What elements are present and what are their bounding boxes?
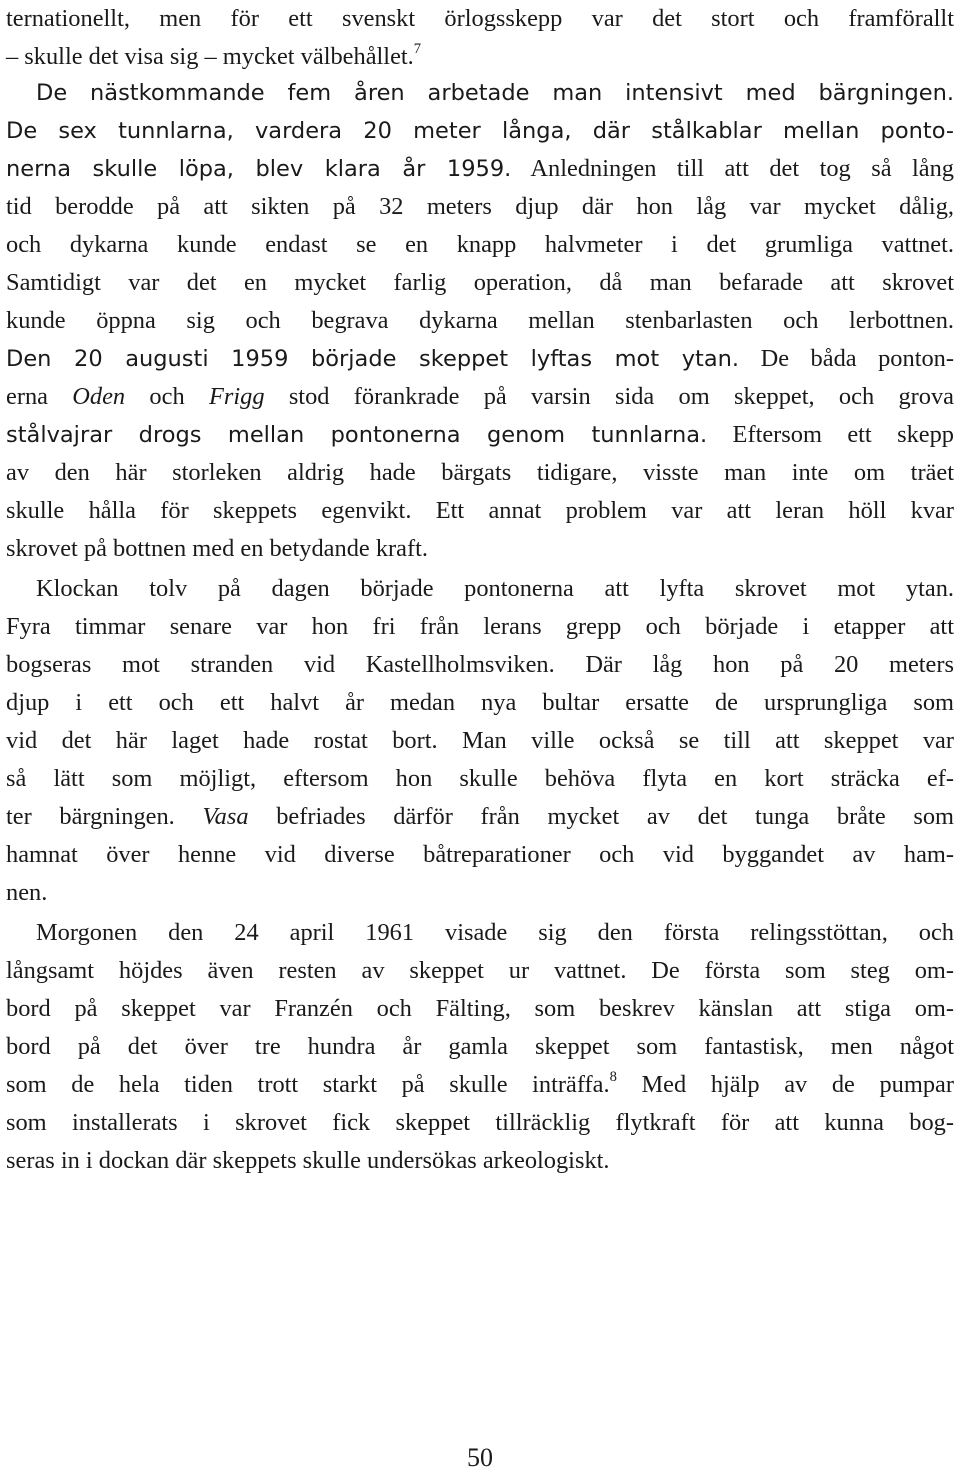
text-line <box>6 226 954 264</box>
text-span: Den 20 augusti 1959 började skeppet lyftas mot ytan. <box>6 346 740 372</box>
text-line <box>6 798 954 836</box>
text-line <box>6 38 954 76</box>
text-span: Anledningen till att det tog så lång <box>511 155 954 182</box>
text-span: som installerats i skrovet fick skeppet tillräcklig flytkraft för att kunna bog- <box>6 1109 954 1136</box>
text-line <box>6 874 954 912</box>
text-span: befriades därför från mycket av det tunga bråte som <box>248 803 954 830</box>
text-span: erna <box>6 383 73 410</box>
text-line <box>6 722 954 760</box>
text-line <box>6 378 954 416</box>
text-span: Morgonen den 24 april 1961 visade sig den första relingsstöttan, och <box>36 919 954 946</box>
text-line <box>6 836 954 874</box>
text-line <box>6 914 954 952</box>
text-line <box>6 646 954 684</box>
text-span: som de hela tiden trott starkt på skulle inträffa. <box>6 1071 610 1098</box>
ship-name-frigg: Frigg <box>208 383 265 410</box>
footnote-ref: 7 <box>413 41 422 58</box>
text-line <box>6 0 954 38</box>
text-span: vid det här laget hade rostat bort. Man ville också se till att skeppet var <box>6 727 954 754</box>
text-line <box>6 952 954 990</box>
page-number: 50 <box>467 1443 493 1472</box>
text-span: De båda ponton- <box>739 345 954 372</box>
text-line <box>6 760 954 798</box>
text-line <box>6 416 954 454</box>
text-span: bord på skeppet var Franzén och Fälting, som beskrev känslan att stiga om- <box>6 995 954 1022</box>
text-line <box>6 454 954 492</box>
text-span: ternationellt, men för ett svenskt örlogsskepp var det stort och framförallt <box>6 5 954 32</box>
text-line <box>6 684 954 722</box>
text-line <box>6 112 954 150</box>
text-line <box>6 570 954 608</box>
text-span: nen. <box>6 879 48 906</box>
text-span: De sex tunnlarna, vardera 20 meter långa, där stålkablar mellan ponto- <box>6 118 954 144</box>
text-line <box>6 1142 954 1180</box>
text-span: hamnat över henne vid diverse båtreparationer och vid byggandet av ham- <box>6 841 954 868</box>
text-span: stålvajrar drogs mellan pontonerna genom tunnlarna. <box>6 422 708 448</box>
ship-name-vasa: Vasa <box>202 803 249 830</box>
text-line <box>6 340 954 378</box>
text-line <box>6 608 954 646</box>
footnote-ref: 8 <box>609 1069 617 1086</box>
text-span: seras in i dockan där skeppets skulle undersökas arkeologiskt. <box>6 1147 610 1174</box>
text-span: nerna skulle löpa, blev klara år 1959. <box>6 156 512 182</box>
text-span: ter bärgningen. <box>6 803 203 830</box>
text-line <box>6 530 954 568</box>
text-line <box>6 188 954 226</box>
text-span: tid berodde på att sikten på 32 meters djup där hon låg var mycket dålig, <box>6 193 954 220</box>
text-span: djup i ett och ett halvt år medan nya bultar ersatte de ursprungliga som <box>6 689 954 716</box>
text-span: skrovet på bottnen med en betydande kraft. <box>6 535 428 562</box>
text-span: Med hjälp av de pumpar <box>616 1071 954 1098</box>
text-span: Klockan tolv på dagen började pontonerna att lyfta skrovet mot ytan. <box>36 575 954 602</box>
text-line <box>6 264 954 302</box>
text-line <box>6 150 954 188</box>
text-line <box>6 1028 954 1066</box>
text-line <box>6 990 954 1028</box>
text-span: så lätt som möjligt, eftersom hon skulle behöva flyta en kort sträcka ef- <box>6 765 954 792</box>
text-span: och dykarna kunde endast se en knapp halvmeter i det grumliga vattnet. <box>6 231 954 258</box>
text-line <box>6 302 954 340</box>
text-span: och <box>125 383 209 410</box>
text-line <box>6 1066 954 1104</box>
text-line <box>6 492 954 530</box>
text-span: skulle hålla för skeppets egenvikt. Ett annat problem var att leran höll kvar <box>6 497 954 524</box>
text-line <box>6 1104 954 1142</box>
text-span: – skulle det visa sig – mycket välbehållet. <box>6 43 414 70</box>
text-span: bogseras mot stranden vid Kastellholmsviken. Där låg hon på 20 meters <box>6 651 954 678</box>
text-span: kunde öppna sig och begrava dykarna mellan stenbarlasten och lerbottnen. <box>6 307 954 334</box>
text-span: bord på det över tre hundra år gamla skeppet som fantastisk, men något <box>6 1033 954 1060</box>
text-span: stod förankrade på varsin sida om skeppet, och grova <box>264 383 954 410</box>
text-span: av den här storleken aldrig hade bärgats tidigare, visste man inte om träet <box>6 459 954 486</box>
ship-name-oden: Oden <box>72 383 126 410</box>
text-span: De nästkommande fem åren arbetade man intensivt med bärgningen. <box>36 80 954 106</box>
text-span: Samtidigt var det en mycket farlig operation, då man befarade att skrovet <box>6 269 954 296</box>
text-span: långsamt höjdes även resten av skeppet ur vattnet. De första som steg om- <box>6 957 954 984</box>
text-span: Fyra timmar senare var hon fri från lerans grepp och började i etapper att <box>6 613 954 640</box>
text-span: Eftersom ett skepp <box>707 421 954 448</box>
text-line <box>6 74 954 112</box>
